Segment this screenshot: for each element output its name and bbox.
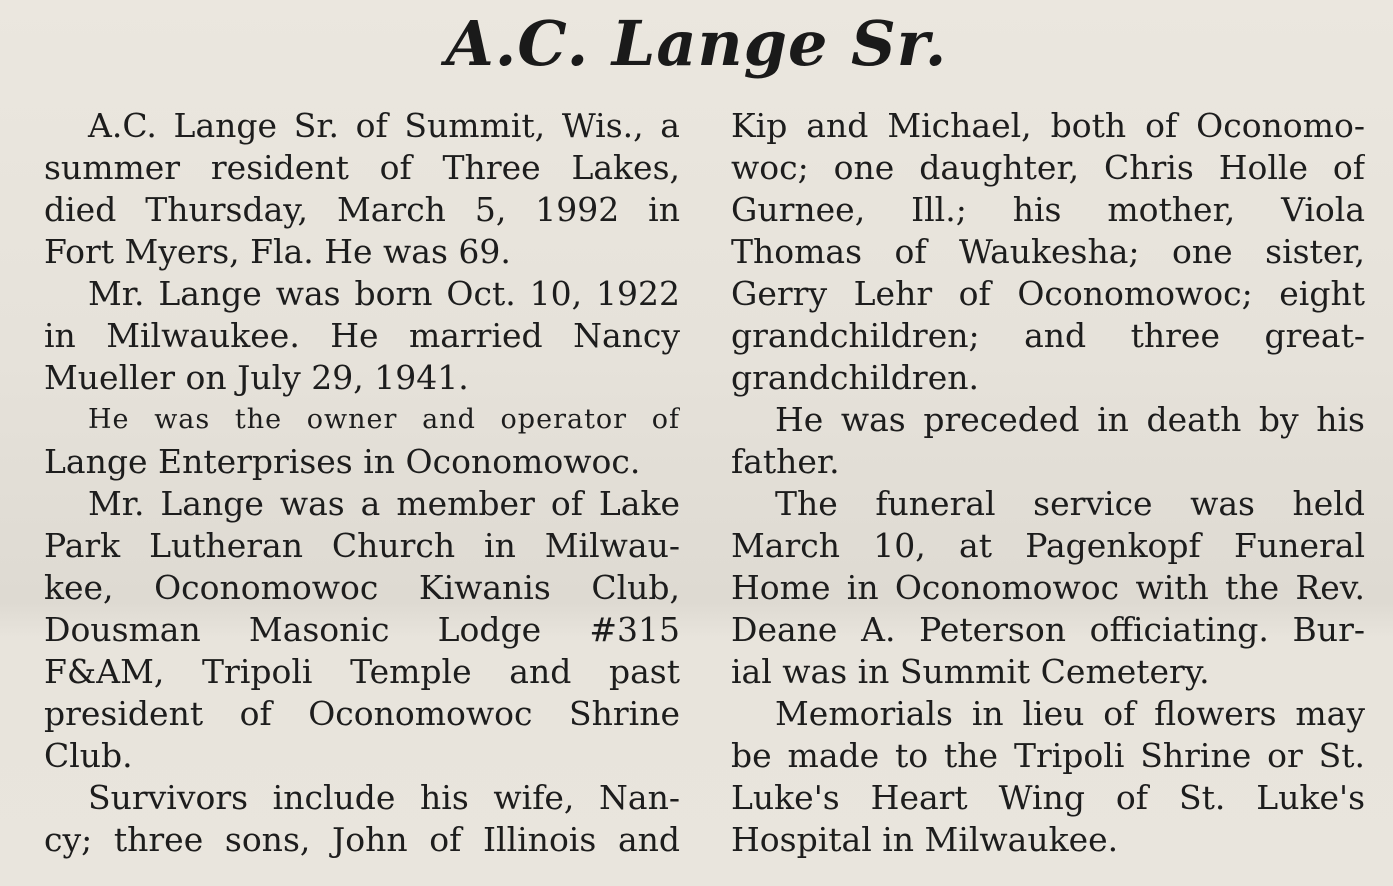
text-line: Lange Enterprises in Oconomowoc. [44,442,641,481]
text-line: A.C. Lange Sr. of Summit, Wis., a [88,106,680,145]
text-line: F&AM, Tripoli Temple and past [44,652,680,691]
text-line: Hospital in Milwaukee. [731,820,1119,859]
text-line: father. [731,442,840,481]
text-line: Thomas of Waukesha; one sister, [731,232,1365,271]
text-line: Mueller on July 29, 1941. [44,358,469,397]
text-line: Dousman Masonic Lodge #315 [44,610,680,649]
text-line: kee, Oconomowoc Kiwanis Club, [44,568,680,607]
text-line: Home in Oconomowoc with the Rev. [731,568,1365,607]
right-column [731,105,1365,861]
text-line: woc; one daughter, Chris Holle of [731,148,1365,187]
text-line: Fort Myers, Fla. He was 69. [44,232,511,271]
text-line: Deane A. Peterson officiating. Bur- [731,610,1365,649]
text-line: He was the owner and operator of [88,404,680,435]
text-line: in Milwaukee. He married Nancy [44,316,680,355]
text-line: Memorials in lieu of flowers may [775,694,1365,733]
text-line: Gerry Lehr of Oconomowoc; eight [731,274,1365,313]
text-line: ial was in Summit Cemetery. [731,652,1210,691]
text-line: Survivors include his wife, Nan- [88,778,680,817]
text-line: be made to the Tripoli Shrine or St. [731,736,1365,775]
text-line: grandchildren. [731,358,979,397]
text-line: He was preceded in death by his [775,400,1365,439]
text-line: Mr. Lange was born Oct. 10, 1922 [88,274,680,313]
text-line: March 10, at Pagenkopf Funeral [731,526,1365,565]
text-line: Mr. Lange was a member of Lake [88,484,680,523]
text-line: Kip and Michael, both of Oconomo- [731,106,1365,145]
text-line: Park Lutheran Church in Milwau- [44,526,680,565]
text-line: died Thursday, March 5, 1992 in [44,190,680,229]
left-column [44,105,680,861]
text-line: Gurnee, Ill.; his mother, Viola [731,190,1365,229]
text-line: cy; three sons, John of Illinois and [44,820,680,859]
text-line: The funeral service was held [775,484,1365,523]
text-line: grandchildren; and three great- [731,316,1365,355]
text-line: Luke's Heart Wing of St. Luke's [731,778,1365,817]
text-line: president of Oconomowoc Shrine [44,694,680,733]
obituary-headline: A.C. Lange Sr. [445,7,948,80]
text-line: Club. [44,736,133,775]
text-line: summer resident of Three Lakes, [44,148,680,187]
